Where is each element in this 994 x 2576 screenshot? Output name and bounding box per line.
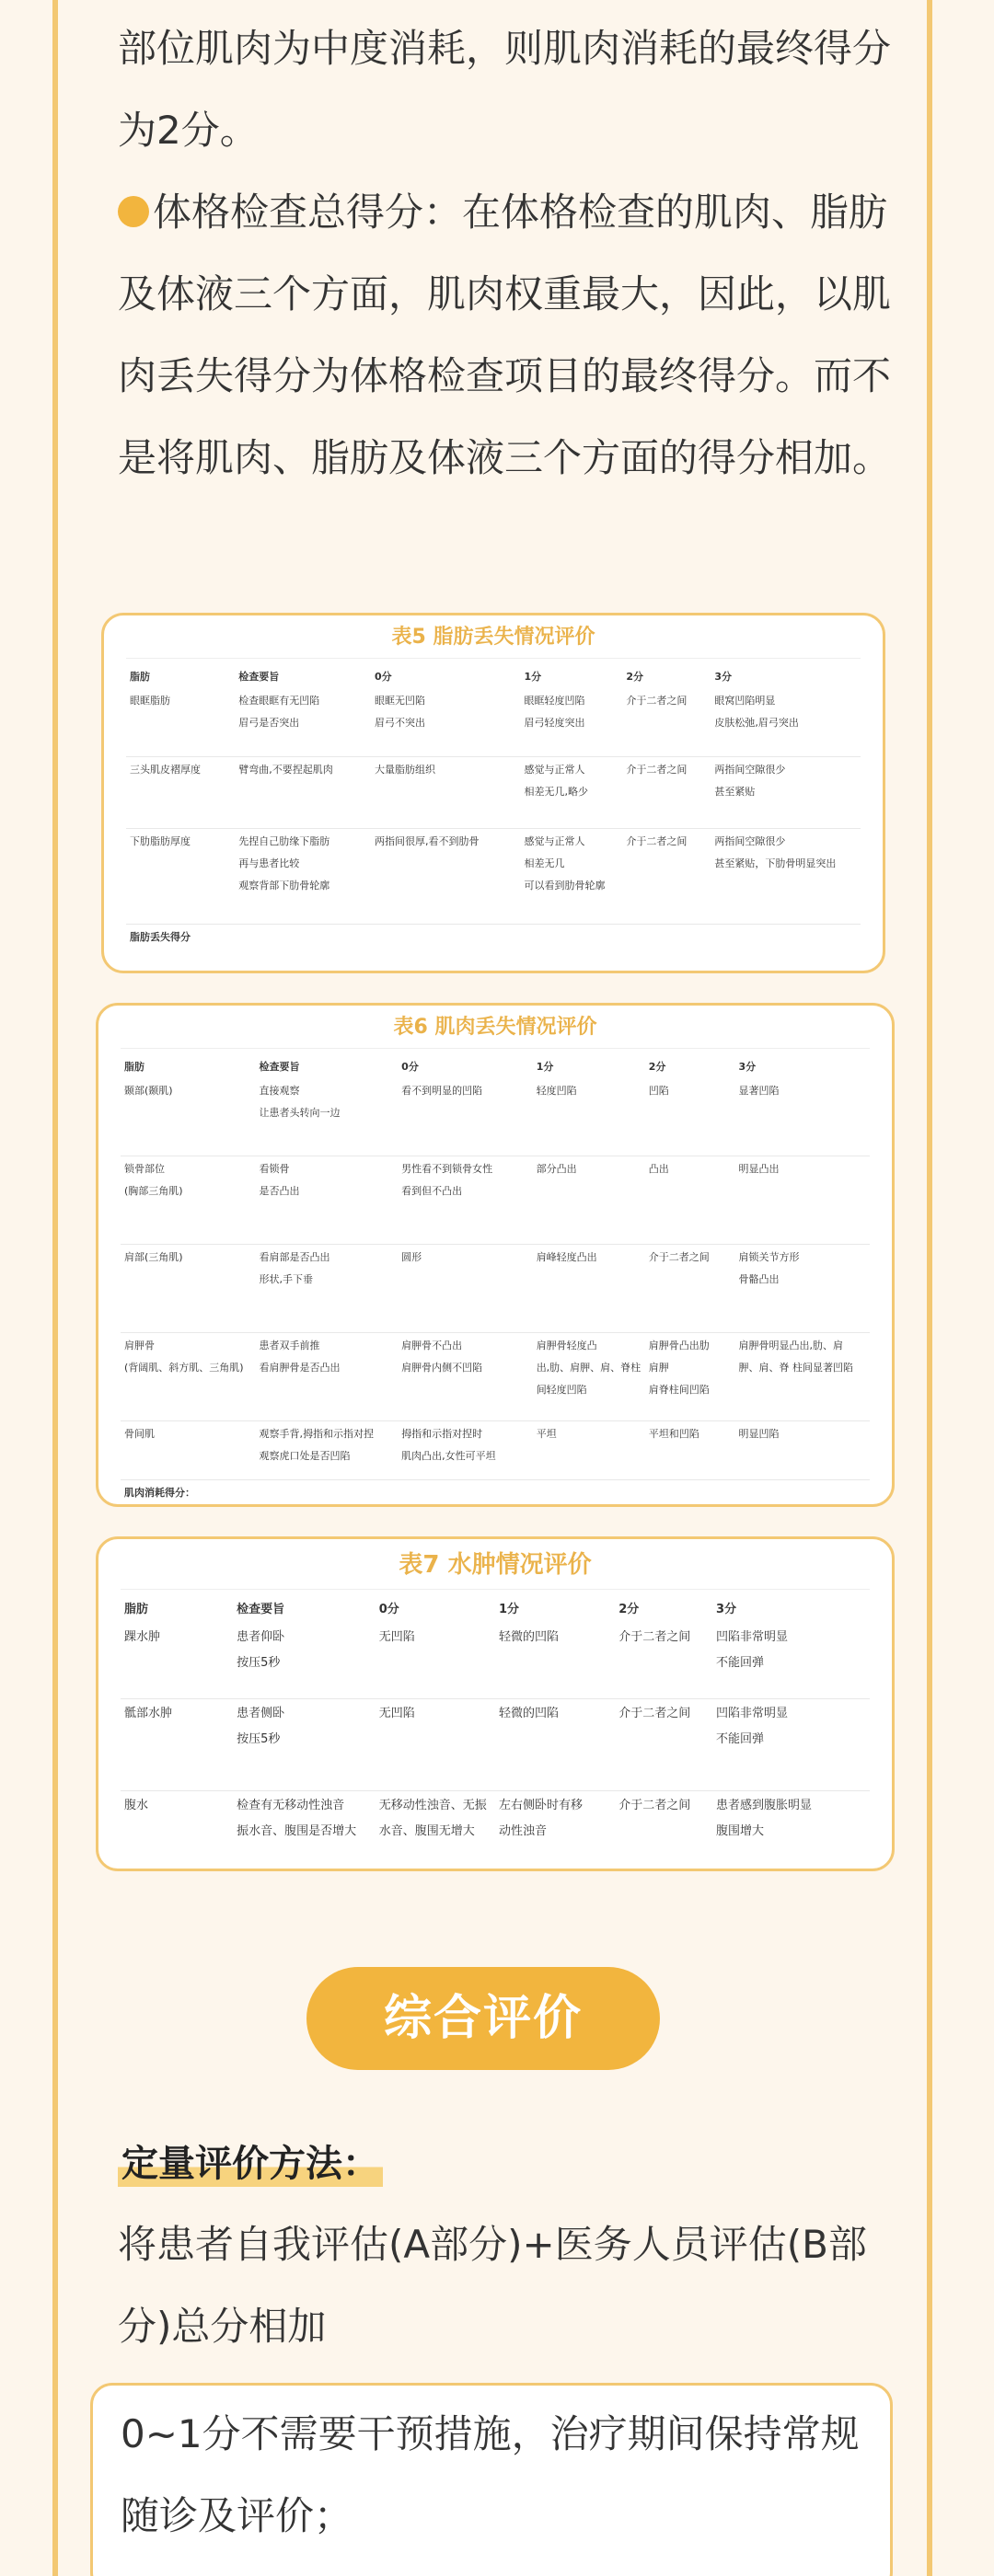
table-cell: 感觉与正常人 相差无几 可以看到肋骨轮廓 — [521, 828, 623, 924]
table-cell: 介于二者之间 — [615, 1790, 712, 1871]
table-header: 脂肪 — [130, 671, 150, 683]
table-cell: 眼眶脂肪 — [130, 695, 170, 707]
table-cell: 骶部水肿 — [121, 1698, 233, 1790]
table-header: 脂肪 — [124, 1603, 149, 1616]
intro-text — [118, 7, 909, 499]
table-cell: 肩锁关节方形 骨骼凸出 — [734, 1244, 870, 1332]
table-cell: 看不到明显的凹陷 — [401, 1085, 483, 1097]
table-cell: 颞部(颞肌) — [124, 1085, 173, 1097]
table-cell: 臂弯曲,不要捏起肌肉 — [235, 756, 371, 828]
table-header: 2分 — [648, 1061, 666, 1073]
table-cell: 肩胛骨轻度凸 出,肋、肩胛、肩、脊柱 间轻度凹陷 — [533, 1332, 645, 1420]
table-cell: 拇指和示指对捏时 肌肉凸出,女性可平坦 — [398, 1420, 533, 1479]
table-row — [121, 1332, 870, 1420]
table-cell: 无凹陷 — [378, 1630, 415, 1644]
table-cell: 介于二者之间 — [626, 695, 688, 707]
intro-paragraph-2 — [118, 171, 909, 499]
table-header-row — [121, 1054, 870, 1078]
table-row — [121, 1623, 870, 1698]
section-pill-comprehensive: 综合评价 — [306, 1967, 660, 2070]
table7 — [121, 1595, 870, 1871]
table-cell: 锁骨部位 (胸部三角肌) — [121, 1156, 256, 1244]
table-cell: 肩胛骨不凸出 肩胛骨内侧不凹陷 — [398, 1332, 533, 1420]
table-cell: 三头肌皮褶厚度 — [126, 756, 235, 828]
table-cell: 明显凸出 — [734, 1156, 870, 1244]
table-header: 脂肪 — [124, 1061, 144, 1073]
table-header: 0分 — [374, 671, 392, 683]
table-cell: 两指间空隙很少 甚至紧贴，下肋骨明显突出 — [711, 828, 861, 924]
table-cell: 轻度凹陷 — [536, 1085, 577, 1097]
table-cell: 肩部(三角肌) — [121, 1244, 256, 1332]
table-cell: 圆形 — [398, 1244, 533, 1332]
table-cell: 凹陷非常明显 不能回弹 — [712, 1698, 870, 1790]
table-header: 检查要旨 — [259, 1061, 300, 1073]
table-cell: 显著凹陷 — [738, 1085, 780, 1097]
table-header-row — [126, 664, 861, 688]
table7-card — [96, 1536, 895, 1871]
table-cell: 介于二者之间 — [645, 1244, 735, 1332]
table-cell: 眼窝凹陷明显 皮肤松弛,眉弓突出 — [714, 695, 799, 729]
table-header: 1分 — [498, 1603, 520, 1616]
table-row — [121, 1790, 870, 1871]
table-cell: 眼眶轻度凹陷 眉弓轻度突出 — [524, 695, 585, 729]
table5 — [126, 664, 861, 950]
table-cell: 下肋脂肪厚度 — [126, 828, 235, 924]
table-cell: 患者感到腹胀明显 腹围增大 — [712, 1790, 870, 1871]
table-row — [121, 1420, 870, 1479]
table-cell: 看锁骨 是否凸出 — [256, 1156, 399, 1244]
table-cell: 轻微的凹陷 — [498, 1630, 559, 1644]
score-note-text: 0~1分不需要干预措施，治疗期间保持常规随诊及评价； — [121, 2411, 860, 2538]
section-body-text: 将患者自我评估(A部分)+医务人员评估(B部分)总分相加 — [118, 2222, 867, 2349]
table-row — [121, 1156, 870, 1244]
table5-footer: 脂肪丢失得分 — [126, 924, 861, 950]
divider — [121, 1048, 870, 1049]
table-header: 2分 — [626, 671, 644, 683]
table-header: 3分 — [714, 671, 733, 683]
table-cell: 踝水肿 — [124, 1630, 161, 1644]
table-cell: 左右侧卧时有移 动性浊音 — [495, 1790, 615, 1871]
table-cell: 无凹陷 — [376, 1698, 495, 1790]
divider — [126, 658, 861, 659]
table-cell: 感觉与正常人 相差无几,略少 — [521, 756, 623, 828]
table-cell: 患者双手前推 看肩胛骨是否凸出 — [256, 1332, 399, 1420]
table-cell: 平坦和凹陷 — [645, 1420, 735, 1479]
table-footer-row — [121, 1479, 870, 1506]
table-cell: 两指间很厚,看不到肋骨 — [371, 828, 521, 924]
table-cell: 骨间肌 — [121, 1420, 256, 1479]
table6-card — [96, 1003, 895, 1507]
table-cell: 明显凹陷 — [734, 1420, 870, 1479]
table-cell: 腹水 — [121, 1790, 233, 1871]
table-cell: 肩胛骨明显凸出,肋、肩 胛、肩、脊 柱间显著凹陷 — [734, 1332, 870, 1420]
table-cell: 介于二者之间 — [615, 1698, 712, 1790]
divider — [121, 1589, 870, 1590]
intro-paragraph-1: 部位肌肉为中度消耗，则肌肉消耗的最终得分为2分。 — [118, 26, 892, 153]
score-note-box — [90, 2383, 893, 2576]
table-header: 检查要旨 — [238, 671, 280, 683]
table-cell: 介于二者之间 — [622, 828, 711, 924]
table5-title: 表5 脂肪丢失情况评价 — [391, 626, 595, 649]
table-cell: 检查有无移动性浊音 振水音、腹围是否增大 — [233, 1790, 376, 1871]
table-cell: 介于二者之间 — [618, 1630, 691, 1644]
table-header: 0分 — [401, 1061, 419, 1073]
table-cell: 眼眶无凹陷 眉弓不突出 — [374, 695, 425, 729]
table6-footer: 肌肉消耗得分： — [121, 1479, 870, 1506]
intro-paragraph-2-text: 体格检查总得分：在体格检查的肌肉、脂肪及体液三个方面，肌肉权重最大，因此，以肌肉丢失得分为体格检查项目的最终得分。而不是将肌肉、脂肪及体液三个方面的得分相加。 — [118, 190, 892, 480]
table-header: 3分 — [738, 1061, 757, 1073]
table-cell: 轻微的凹陷 — [495, 1698, 615, 1790]
table-cell: 两指间空隙很少 甚至紧贴 — [711, 756, 861, 828]
table-cell: 直接观察 让患者头转向一边 — [259, 1085, 341, 1119]
table-header: 2分 — [618, 1603, 640, 1616]
table-cell: 检查眼眶有无凹陷 眉弓是否突出 — [238, 695, 320, 729]
table-cell: 平坦 — [533, 1420, 645, 1479]
table-header: 检查要旨 — [237, 1603, 285, 1616]
table6-title: 表6 肌肉丢失情况评价 — [393, 1016, 597, 1039]
table-cell: 部分凸出 — [533, 1156, 645, 1244]
table5-card — [101, 613, 885, 973]
table-footer-row — [126, 924, 861, 950]
table-header: 1分 — [524, 671, 542, 683]
table-cell: 观察手背,拇指和示指对捏 观察虎口处是否凹陷 — [256, 1420, 399, 1479]
table-row — [126, 688, 861, 756]
table-cell: 凸出 — [645, 1156, 735, 1244]
table-cell: 患者侧卧 按压5秒 — [233, 1698, 376, 1790]
table-header: 0分 — [378, 1603, 399, 1616]
table-cell: 凹陷 — [648, 1085, 669, 1097]
table-cell: 患者仰卧 按压5秒 — [237, 1630, 285, 1670]
table-cell: 先捏自己肋缘下脂肪 再与患者比较 观察背部下肋骨轮廓 — [235, 828, 371, 924]
section-subheading: 定量评价方法： — [118, 2134, 383, 2187]
table-cell: 男性看不到锁骨女性 看到但不凸出 — [398, 1156, 533, 1244]
table-row — [121, 1078, 870, 1156]
table-cell: 肩胛骨 (背阔肌、斜方肌、三角肌) — [121, 1332, 256, 1420]
table-cell: 介于二者之间 — [622, 756, 711, 828]
table-header: 3分 — [716, 1603, 737, 1616]
table-row — [121, 1244, 870, 1332]
table-cell: 肩峰轻度凸出 — [533, 1244, 645, 1332]
table7-title: 表7 水肿情况评价 — [399, 1551, 592, 1579]
table-cell: 肩胛骨凸出肋 肩胛 肩脊柱间凹陷 — [645, 1332, 735, 1420]
table-row — [126, 756, 861, 828]
table6 — [121, 1054, 870, 1506]
table-cell: 大量脂肪组织 — [371, 756, 521, 828]
bullet-dot-icon — [118, 196, 149, 227]
table-cell: 凹陷非常明显 不能回弹 — [716, 1630, 789, 1670]
table-header-row — [121, 1595, 870, 1623]
table-cell: 看肩部是否凸出 形状,手下垂 — [256, 1244, 399, 1332]
table-header: 1分 — [536, 1061, 554, 1073]
table-row — [121, 1698, 870, 1790]
table-cell: 无移动性浊音、无振 水音、腹围无增大 — [376, 1790, 495, 1871]
table-row — [126, 828, 861, 924]
